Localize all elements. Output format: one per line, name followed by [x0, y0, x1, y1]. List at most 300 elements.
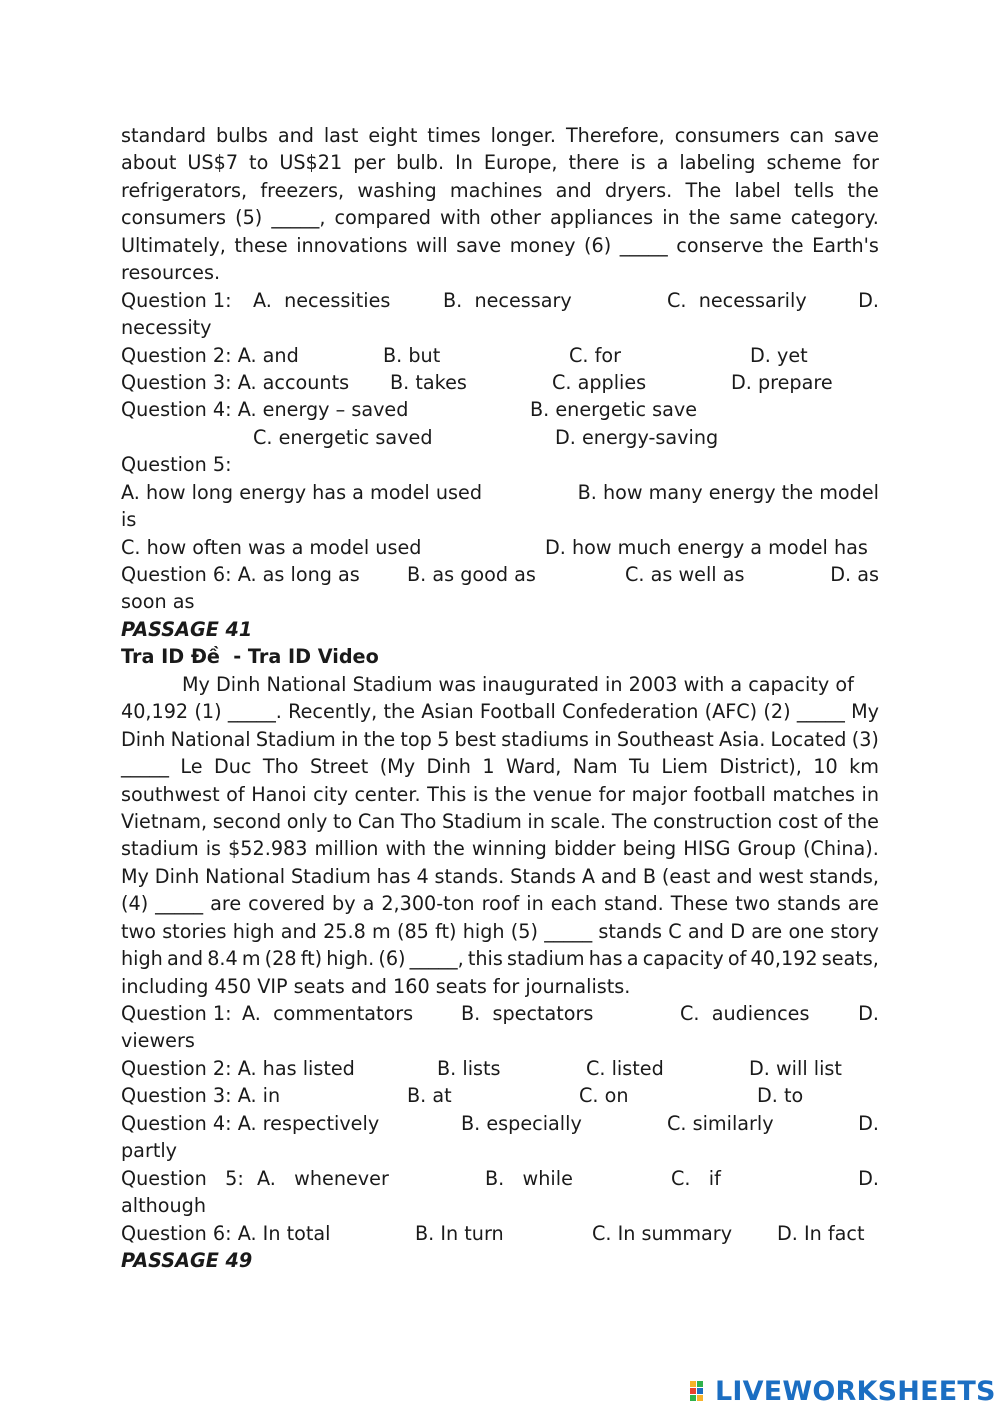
word: B: [642, 864, 656, 888]
word: conserve: [676, 233, 764, 257]
word: these: [234, 233, 288, 257]
option-b: B. necessary: [443, 288, 572, 312]
word: In: [455, 151, 473, 175]
word: Vietnam,: [121, 809, 208, 833]
option-d: D. how much energy a model has: [545, 535, 868, 559]
word: Tho: [400, 809, 437, 833]
word: with: [385, 837, 427, 861]
word: compared: [334, 206, 431, 230]
word: last: [323, 124, 359, 147]
word: story: [830, 919, 879, 943]
option-b: B. at: [407, 1084, 452, 1108]
word: Therefore,: [565, 124, 665, 147]
word: Asia.: [719, 727, 766, 751]
question-3: [121, 1082, 879, 1109]
question-label: Question 6: A. as long as: [121, 563, 360, 586]
word: matches: [772, 782, 855, 806]
word: of: [727, 947, 747, 971]
word: National: [205, 864, 286, 888]
question-label: Question 4: A. energy – saved: [121, 398, 409, 422]
word: m: [241, 947, 261, 971]
word: _____,: [271, 206, 326, 230]
word: cost: [777, 809, 818, 833]
word: there: [568, 151, 620, 175]
word: freezers,: [260, 178, 345, 202]
option-c: C. necessarily: [667, 288, 807, 312]
word: 25.8: [323, 919, 366, 943]
passage-41-heading: PASSAGE 41: [121, 617, 253, 641]
option-d-cont: viewers: [121, 1029, 195, 1053]
word: (1): [194, 700, 222, 724]
word: in: [662, 206, 680, 230]
word: southwest: [121, 782, 220, 806]
text-line: [121, 890, 879, 917]
word: and: [166, 947, 204, 971]
text-line: [121, 149, 879, 176]
word: being: [622, 837, 677, 861]
word: category.: [790, 206, 879, 230]
word: two: [735, 892, 771, 916]
word: (east: [661, 864, 711, 888]
word: consumers: [121, 206, 226, 230]
question-label: Question 2: A. and: [121, 343, 299, 367]
word: high: [121, 947, 163, 971]
text-line: [121, 698, 879, 725]
text-line: [121, 945, 879, 972]
question-2: [121, 1055, 879, 1082]
passage-prev-last-line: resources.: [121, 261, 221, 285]
word: has: [376, 864, 411, 888]
option-c: C. how often was a model used: [121, 535, 422, 559]
text-line: [121, 863, 879, 890]
question-label: Question 1:: [121, 288, 232, 312]
word: high: [232, 919, 275, 943]
word: appliances: [550, 206, 654, 230]
word: in: [340, 727, 359, 751]
question-label: Question 3: A. accounts: [121, 370, 350, 394]
option-d: D.: [858, 1166, 879, 1190]
word: of: [823, 809, 842, 833]
word: for: [598, 782, 626, 806]
option-b: B. but: [383, 343, 441, 367]
word: 8.4: [207, 947, 238, 971]
word: venue: [532, 782, 593, 806]
word: Tu: [629, 755, 650, 779]
word: labeling: [679, 151, 756, 175]
word: 40,192: [750, 947, 818, 971]
text-line: [121, 835, 879, 862]
word: a: [626, 947, 639, 971]
word: Group: [737, 837, 796, 861]
word: the: [433, 837, 465, 861]
word: other: [489, 206, 541, 230]
text-line: [121, 177, 879, 204]
word: Stadium: [255, 727, 336, 751]
word: Southeast: [616, 727, 714, 751]
word: will: [416, 233, 448, 257]
word: (My: [379, 755, 416, 779]
option-d: D.: [858, 288, 879, 312]
word: Confederation: [562, 700, 699, 724]
question-1: [121, 1000, 879, 1027]
word: is: [630, 151, 646, 175]
word: tells: [794, 178, 835, 202]
word: _____: [155, 892, 204, 916]
word: and: [716, 864, 753, 888]
word: and: [280, 919, 317, 943]
passage-41-text: [121, 698, 879, 972]
question-2: [121, 342, 879, 369]
question-5-label: Question 5:: [121, 453, 232, 477]
word: are: [847, 892, 879, 916]
word: National: [170, 727, 251, 751]
word: money: [509, 233, 576, 257]
word: the: [847, 178, 879, 202]
word: in: [526, 892, 544, 916]
word: This: [427, 782, 467, 806]
option-d: D. energy-saving: [555, 425, 719, 449]
option-a: A. how long energy has a model used: [121, 480, 483, 504]
question-label: Question 5:: [121, 1166, 244, 1190]
word: per: [353, 151, 386, 175]
word: top: [400, 727, 432, 751]
word: save: [834, 124, 879, 147]
word: construction: [652, 809, 773, 833]
word: The: [611, 809, 648, 833]
option-b: B. energetic save: [530, 398, 698, 422]
word: (6): [378, 947, 406, 971]
word: eight: [368, 124, 418, 147]
word: ft): [300, 947, 323, 971]
option-a: A. whenever: [257, 1166, 389, 1190]
word: (28: [264, 947, 297, 971]
word: only: [286, 809, 328, 833]
word: can: [789, 124, 825, 147]
worksheet-page: [121, 122, 879, 1274]
word: (3): [851, 727, 879, 751]
word: million: [314, 837, 379, 861]
option-c: C. on: [579, 1084, 629, 1108]
word: _____.: [227, 700, 282, 724]
word: is: [472, 782, 489, 806]
word: high.: [326, 947, 375, 971]
word: are: [210, 892, 242, 916]
word: with: [440, 206, 481, 230]
question-label: Question 1:: [121, 1002, 232, 1025]
word: the: [383, 700, 416, 724]
liveworksheets-logo[interactable]: [690, 1374, 996, 1408]
word: one: [788, 919, 825, 943]
word: machines: [449, 178, 543, 202]
word: about: [121, 151, 177, 175]
option-d-cont: although: [121, 1194, 207, 1218]
word: My: [851, 700, 879, 724]
word: save: [456, 233, 502, 257]
word: has: [588, 947, 623, 971]
text-line: [121, 781, 879, 808]
word: (5): [235, 206, 263, 230]
word: to: [332, 809, 353, 833]
passage-49-heading: PASSAGE 49: [121, 1248, 253, 1272]
option-b-cont: is: [121, 508, 137, 532]
liveworksheets-logo-icon: [690, 1378, 712, 1404]
word: bulb.: [396, 151, 445, 175]
option-d: D. to: [757, 1084, 804, 1108]
option-d-cont: necessity: [121, 316, 212, 340]
word: capacity: [642, 947, 724, 971]
word: Tho: [262, 755, 299, 779]
word: stand.: [604, 892, 664, 916]
passage-41-first-line: My Dinh National Stadium was inaugurated in 2003 with a capacity of: [182, 672, 854, 696]
question-label: Question 6: A. In total: [121, 1221, 331, 1245]
word: Earth's: [812, 233, 879, 257]
word: in: [594, 727, 612, 751]
word: Hanoi: [251, 782, 307, 806]
text-line: [121, 753, 879, 780]
word: dryers.: [605, 178, 673, 202]
word: (6): [584, 233, 612, 257]
word: _____: [121, 755, 169, 779]
word: roof: [481, 892, 520, 916]
option-c: C. energetic saved: [253, 425, 433, 449]
word: city: [313, 782, 348, 806]
word: Street: [309, 755, 369, 779]
option-c: C. applies: [552, 370, 647, 394]
word: HISG: [683, 837, 731, 861]
word: label: [734, 178, 781, 202]
option-d-cont: soon as: [121, 590, 195, 614]
word: _____: [796, 700, 845, 724]
word: refrigerators,: [121, 178, 248, 202]
word: Asian: [421, 700, 474, 724]
word: best: [454, 727, 497, 751]
word: Liem: [661, 755, 708, 779]
option-d: D. In fact: [777, 1221, 865, 1245]
word: stadium: [121, 837, 199, 861]
word: Stands: [510, 864, 576, 888]
question-4: [121, 1110, 879, 1137]
word: the: [847, 809, 879, 833]
word: US$21: [279, 151, 343, 175]
word: the: [363, 727, 396, 751]
option-c: C. In summary: [592, 1221, 733, 1245]
word: stadiums: [501, 727, 589, 751]
option-c: C. audiences: [680, 1002, 810, 1025]
logo-text: LIVEWORKSHEETS: [715, 1375, 996, 1407]
word: (5): [510, 919, 538, 943]
word: 10: [813, 755, 838, 779]
option-d: D. will list: [749, 1056, 842, 1080]
option-b: B. as good as: [407, 563, 536, 586]
question-4-cont: [121, 424, 879, 451]
question-5: [121, 1165, 879, 1192]
option-d: D.: [858, 1111, 879, 1135]
word: (2): [763, 700, 791, 724]
word: high: [462, 919, 505, 943]
word: standard: [121, 124, 207, 147]
word: a: [656, 151, 669, 175]
word: each: [550, 892, 598, 916]
word: Le: [180, 755, 203, 779]
word: My: [121, 864, 149, 888]
word: this: [467, 947, 503, 971]
word: is: [205, 837, 222, 861]
option-c: C. similarly: [667, 1111, 774, 1135]
word: second: [212, 809, 282, 833]
word: and: [555, 178, 592, 202]
word: Stadium: [290, 864, 371, 888]
word: covered: [248, 892, 326, 916]
passage-41-subheading: Tra ID Đề - Tra ID Video: [121, 645, 379, 669]
question-label: Question 4: A. respectively: [121, 1111, 380, 1135]
word: and: [600, 864, 637, 888]
word: scheme: [766, 151, 842, 175]
word: in: [861, 782, 879, 806]
word: to: [249, 151, 269, 175]
option-c: C. as well as: [625, 563, 745, 586]
question-label: Question 2: A. has listed: [121, 1056, 355, 1080]
word: of: [226, 782, 245, 806]
word: by: [332, 892, 356, 916]
text-line: [121, 808, 879, 835]
passage-41-last-line: including 450 VIP seats and 160 seats for journalists.: [121, 974, 631, 998]
question-6: [121, 561, 879, 588]
option-b: B. In turn: [415, 1221, 504, 1245]
word: These: [670, 892, 729, 916]
word: m: [372, 919, 391, 943]
option-b: B. how many energy the model: [577, 480, 879, 504]
word: times: [427, 124, 481, 147]
word: C: [668, 919, 682, 943]
option-b: B. especially: [461, 1111, 582, 1135]
option-d: D. as: [830, 563, 879, 586]
word: Europe,: [483, 151, 558, 175]
word: seats,: [821, 947, 879, 971]
word: football: [693, 782, 766, 806]
word: winning: [471, 837, 547, 861]
word: _____: [619, 233, 668, 257]
word: major: [631, 782, 687, 806]
text-line: [121, 122, 879, 149]
text-line: [121, 232, 879, 259]
word: Ward,: [506, 755, 562, 779]
question-3: [121, 369, 879, 396]
option-a: A. commentators: [242, 1002, 414, 1025]
question-1: [121, 287, 879, 314]
word: and: [687, 919, 724, 943]
word: District),: [719, 755, 802, 779]
text-line: [121, 204, 879, 231]
question-6: [121, 1220, 879, 1247]
word: and: [277, 124, 314, 147]
option-b: B. while: [485, 1166, 573, 1190]
option-c: C. listed: [586, 1056, 664, 1080]
question-5-ab: [121, 479, 879, 506]
word: innovations: [296, 233, 408, 257]
word: scale.: [550, 809, 607, 833]
word: bulbs: [216, 124, 268, 147]
word: the: [688, 206, 721, 230]
option-c: C. if: [671, 1166, 721, 1190]
option-c: C. for: [569, 343, 621, 367]
word: (AFC): [704, 700, 758, 724]
word: Duc: [213, 755, 252, 779]
word: the: [772, 233, 804, 257]
word: west: [758, 864, 804, 888]
option-d: D. prepare: [731, 370, 833, 394]
option-d-cont: partly: [121, 1139, 178, 1163]
word: _____,: [409, 947, 464, 971]
word: Dinh: [426, 755, 471, 779]
word: The: [685, 178, 722, 202]
word: Can: [357, 809, 396, 833]
option-d: D. yet: [750, 343, 808, 367]
word: 4: [416, 864, 429, 888]
word: for: [852, 151, 879, 175]
word: _____: [544, 919, 593, 943]
word: two: [121, 919, 156, 943]
option-d: D.: [858, 1002, 879, 1025]
question-label: Question 3: A. in: [121, 1084, 281, 1108]
word: longer.: [490, 124, 557, 147]
word: Nam: [572, 755, 618, 779]
option-a: A. necessities: [253, 288, 391, 312]
word: stories: [162, 919, 227, 943]
question-5-cd: [121, 534, 879, 561]
word: center.: [354, 782, 421, 806]
option-b: B. lists: [437, 1056, 501, 1080]
word: Football: [479, 700, 556, 724]
word: a: [362, 892, 375, 916]
option-b: B. spectators: [461, 1002, 594, 1025]
question-4: [121, 396, 879, 423]
word: washing: [357, 178, 437, 202]
text-line: [121, 726, 879, 753]
word: stadium: [506, 947, 585, 971]
word: D: [730, 919, 745, 943]
word: Recently,: [288, 700, 378, 724]
word: Ultimately,: [121, 233, 226, 257]
word: the: [494, 782, 527, 806]
option-b: B. takes: [390, 370, 467, 394]
word: 5: [437, 727, 450, 751]
word: bidder: [553, 837, 616, 861]
word: (China).: [802, 837, 879, 861]
word: stands: [777, 892, 841, 916]
word: same: [729, 206, 782, 230]
word: in: [527, 809, 545, 833]
word: $52.983: [228, 837, 308, 861]
word: km: [849, 755, 879, 779]
word: are: [751, 919, 783, 943]
word: (85: [396, 919, 429, 943]
word: (4): [121, 892, 149, 916]
text-line: [121, 918, 879, 945]
passage-prev-text: [121, 122, 879, 259]
word: 40,192: [121, 700, 189, 724]
word: stands,: [809, 864, 879, 888]
word: Dinh: [154, 864, 200, 888]
word: ft): [435, 919, 457, 943]
word: US$7: [187, 151, 239, 175]
word: Dinh: [121, 727, 166, 751]
word: Stadium: [441, 809, 522, 833]
word: stands: [598, 919, 663, 943]
word: stands.: [434, 864, 505, 888]
word: A: [581, 864, 595, 888]
word: consumers: [674, 124, 780, 147]
word: Located: [770, 727, 847, 751]
